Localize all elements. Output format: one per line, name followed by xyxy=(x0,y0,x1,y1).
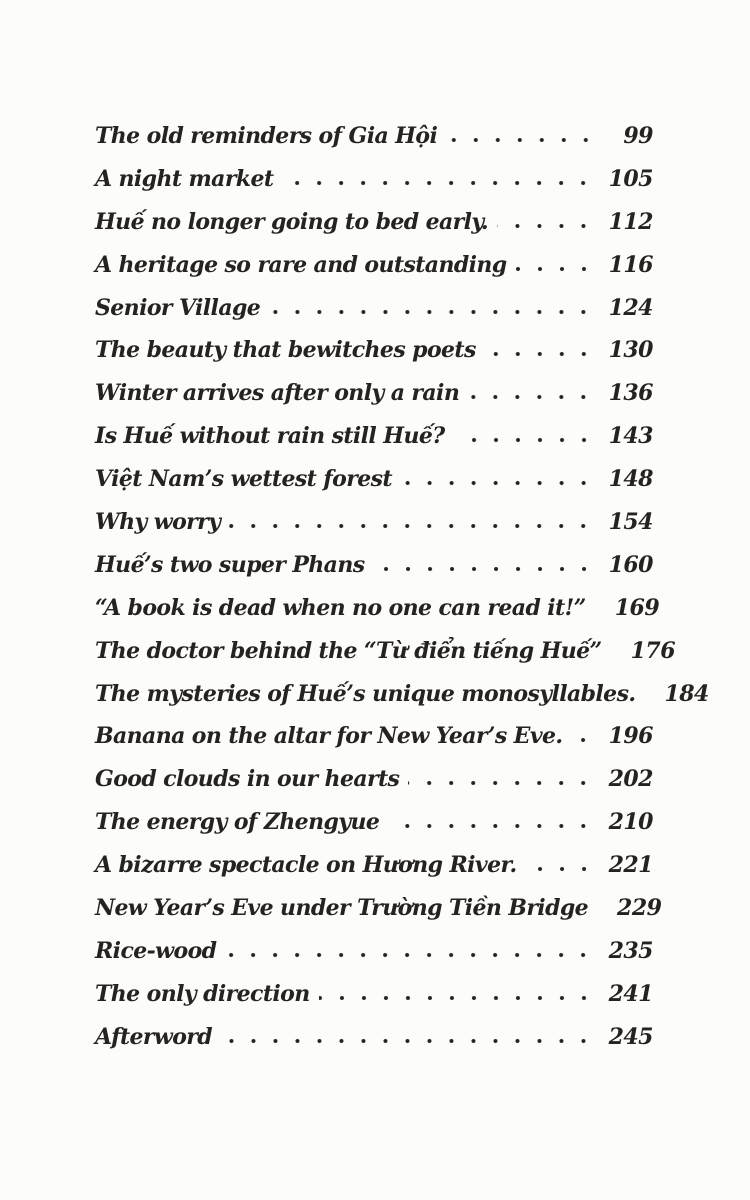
dot-leader-icon xyxy=(485,347,603,357)
toc-entry-title: Huế’s two super Phans xyxy=(95,551,365,578)
toc-entry-title: A heritage so rare and outstanding xyxy=(95,251,507,278)
toc-entry-title: The doctor behind the “Từ điển tiếng Huế” xyxy=(95,637,602,664)
toc-entry-title: Afterword xyxy=(95,1023,213,1050)
toc-entry-title: Why worry xyxy=(95,509,221,536)
toc-row xyxy=(95,287,653,330)
dot-leader-icon xyxy=(401,476,603,486)
dot-leader-icon xyxy=(374,562,603,572)
dot-leader-icon xyxy=(597,905,611,915)
toc-entry-title: A night market xyxy=(95,165,274,192)
toc-entry-title: “A book is dead when no one can read it!” xyxy=(95,594,586,621)
toc-page-number: 160 xyxy=(608,551,653,578)
toc-row xyxy=(95,1016,653,1059)
toc-entry-title: Banana on the altar for New Year’s Eve. xyxy=(95,723,563,750)
dot-leader-icon xyxy=(319,991,603,1001)
toc-row xyxy=(95,930,653,973)
toc-row xyxy=(95,415,653,458)
dot-leader-icon xyxy=(644,691,658,701)
toc-row xyxy=(95,887,662,930)
toc-row xyxy=(95,244,653,287)
dot-leader-icon xyxy=(388,819,602,829)
toc-row xyxy=(95,844,653,887)
dot-leader-icon xyxy=(611,648,625,658)
toc-row xyxy=(95,501,653,544)
dot-leader-icon xyxy=(468,390,602,400)
toc-page-number: 105 xyxy=(608,165,653,192)
toc-page-number: 99 xyxy=(623,123,653,149)
toc-row xyxy=(95,115,653,158)
dot-leader-icon xyxy=(282,176,602,186)
toc-row xyxy=(95,758,653,801)
dot-leader-icon xyxy=(446,133,605,143)
toc-page-number: 112 xyxy=(608,208,653,235)
toc-entry-title: A bizarre spectacle on Hương River. xyxy=(95,852,517,879)
toc-entry-title: Winter arrives after only a rain xyxy=(95,380,460,407)
toc-row xyxy=(95,544,653,587)
toc-page-number: 221 xyxy=(608,852,653,879)
toc-entry-title: Senior Village xyxy=(95,294,261,321)
dot-leader-icon xyxy=(269,305,602,315)
toc-page-number: 130 xyxy=(608,337,653,364)
toc-entry-title: The only direction xyxy=(95,980,310,1007)
toc-page-number: 176 xyxy=(630,637,676,664)
toc-entry-title: New Year’s Eve under Trường Tiền Bridge xyxy=(95,895,589,922)
toc-page-number: 124 xyxy=(608,294,653,321)
toc-entry-title: The old reminders of Gia Hội xyxy=(95,123,438,149)
toc-entry-title: The energy of Zhengyue xyxy=(95,809,380,836)
dot-leader-icon xyxy=(595,605,609,615)
toc-row xyxy=(95,973,653,1016)
toc-page-number: 202 xyxy=(608,766,653,793)
toc-row xyxy=(95,630,676,673)
toc-row xyxy=(95,201,653,244)
toc-page-number: 235 xyxy=(608,937,653,964)
toc-page-number: 154 xyxy=(608,509,653,536)
toc-entry-title: Việt Nam’s wettest forest xyxy=(95,466,392,493)
toc-page-number: 229 xyxy=(617,895,662,922)
toc-page-number: 116 xyxy=(608,251,653,278)
toc-row xyxy=(95,715,653,758)
toc-entry-title: Rice-wood xyxy=(95,937,217,964)
toc-entry-title: The beauty that bewitches poets xyxy=(95,337,476,364)
toc-row xyxy=(95,329,653,372)
toc-row xyxy=(95,158,653,201)
dot-leader-icon xyxy=(526,862,603,872)
toc-page-number: 143 xyxy=(608,423,653,450)
dot-leader-icon xyxy=(408,776,602,786)
dot-leader-icon xyxy=(454,433,603,443)
toc-entry-title: Good clouds in our hearts xyxy=(95,766,400,793)
toc-row xyxy=(95,801,653,844)
toc-row xyxy=(95,458,653,501)
dot-leader-icon xyxy=(497,219,602,229)
toc-page-number: 196 xyxy=(608,723,653,750)
toc-entry-title: Huế no longer going to bed early. xyxy=(95,208,489,235)
dot-leader-icon xyxy=(516,262,603,272)
toc-entry-title: Is Huế without rain still Huế? xyxy=(95,423,445,450)
toc-row xyxy=(95,587,660,630)
dot-leader-icon xyxy=(229,519,602,529)
toc-page-number: 169 xyxy=(614,594,660,621)
dot-leader-icon xyxy=(571,733,602,743)
toc-page-number: 148 xyxy=(608,466,653,493)
toc-page-number: 245 xyxy=(608,1023,653,1050)
toc-page-number: 241 xyxy=(608,980,653,1007)
toc-page-number: 136 xyxy=(608,380,653,407)
table-of-contents xyxy=(95,115,709,1059)
dot-leader-icon xyxy=(225,948,602,958)
toc-page-number: 210 xyxy=(608,809,653,836)
toc-row xyxy=(95,372,653,415)
toc-row xyxy=(95,673,709,716)
dot-leader-icon xyxy=(221,1034,602,1044)
toc-page-number: 184 xyxy=(664,680,709,707)
toc-entry-title: The mysteries of Huế’s unique monosyllables. xyxy=(95,680,636,707)
